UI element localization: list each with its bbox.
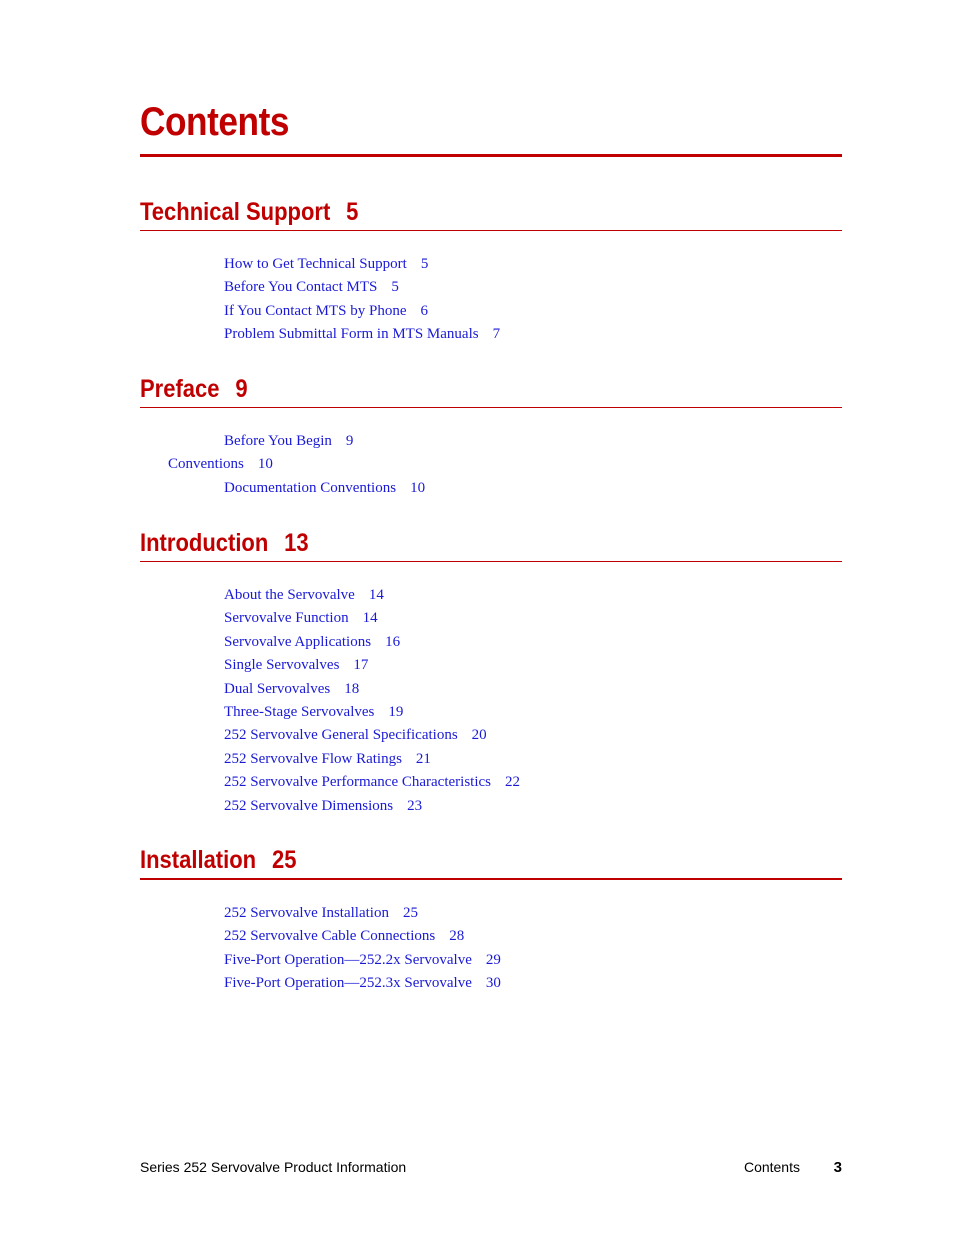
toc-entry[interactable] [140,902,842,925]
toc-entry-label: Problem Submittal Form in MTS Manuals [224,326,479,343]
toc-entry[interactable] [140,300,842,323]
toc-entry-label: Three-Stage Servovalves [224,703,375,720]
section-divider [140,561,842,562]
toc-entry-label: 252 Servovalve Installation [224,905,389,921]
toc-entry-page: 20 [471,727,487,744]
toc-entry-page: 7 [492,326,501,343]
toc-entry-page: 29 [485,951,501,968]
toc-entry[interactable] [140,795,842,818]
toc-entry-page: 5 [391,279,399,296]
footer-page-number: 3 [833,1159,842,1176]
section-page: 13 [284,529,309,557]
toc-entry-label: 252 Servovalve General Specifications [224,727,458,744]
toc-entry-page: 17 [353,657,369,674]
toc-entry-page: 6 [420,302,429,319]
toc-entry-label: About the Servovalve [224,587,355,603]
toc-entry[interactable] [140,748,842,771]
toc-entry[interactable] [140,584,842,607]
section-heading[interactable] [140,196,758,228]
toc-entry-label: If You Contact MTS by Phone [224,302,407,319]
toc-section [140,196,842,347]
toc-entry-label: 252 Servovalve Dimensions [224,797,394,814]
section-divider [140,878,842,880]
toc-entry-page: 23 [407,797,423,814]
section-heading[interactable] [140,373,758,405]
toc-entry-page: 16 [385,633,401,650]
toc-entry[interactable] [140,276,842,299]
section-title: Preface [140,375,220,403]
toc-entry[interactable] [140,654,842,677]
toc-entry-label: Before You Contact MTS [224,279,378,296]
toc-entry-page: 28 [449,928,465,945]
toc-entry-label: Five-Port Operation—252.2x Servovalve [224,951,472,968]
section-divider [140,407,842,408]
footer-section-name: Contents [743,1159,800,1175]
toc-entry[interactable] [140,477,842,500]
toc-entry[interactable] [140,701,842,724]
toc-section [140,527,842,818]
page-footer [140,1159,842,1179]
toc-entry-label: Five-Port Operation—252.3x Servovalve [224,975,472,992]
toc-entry-page: 18 [344,680,360,697]
section-title: Installation [140,846,257,874]
toc-entry-page: 14 [362,610,378,627]
toc-entry[interactable] [140,453,842,476]
toc-entry-label: 252 Servovalve Performance Characteristics [224,774,491,791]
section-page: 9 [235,375,248,403]
toc-entry[interactable] [140,631,842,654]
toc-entry-label: 252 Servovalve Flow Ratings [224,750,402,767]
toc-entry-page: 22 [504,774,520,791]
toc-entry-page: 5 [420,256,429,272]
toc-entry-page: 10 [410,479,426,496]
toc-entries [140,902,842,996]
toc-entry-page: 14 [368,587,384,603]
toc-entry[interactable] [140,607,842,630]
toc-entry-page: 21 [415,750,431,767]
toc-section [140,373,842,500]
section-divider [140,230,842,231]
toc-entry-page: 9 [345,433,354,449]
toc-entries [140,584,842,818]
toc-entry[interactable] [140,678,842,701]
toc-entry-page: 19 [388,703,404,720]
toc-entry[interactable] [140,925,842,948]
toc-section [140,844,842,996]
toc-entry-page: 30 [485,975,501,992]
toc-entry-label: Before You Begin [224,433,332,449]
toc-entry-label: How to Get Technical Support [224,256,407,272]
title-divider [140,154,842,157]
toc-entries [140,430,842,500]
page-title: Contents [140,100,290,144]
toc-entry-label: Servovalve Applications [224,633,372,650]
toc-entry-label: Single Servovalves [224,657,340,674]
toc-entry-label: Conventions [168,456,244,473]
toc-entry-label: Dual Servovalves [224,680,331,697]
toc-entry-label: 252 Servovalve Cable Connections [224,928,436,945]
toc-entry[interactable] [140,323,842,346]
toc-entry-page: 25 [402,905,418,921]
footer-document-title: Series 252 Servovalve Product Information [140,1159,407,1175]
toc-entry[interactable] [140,253,842,276]
toc-entries [140,253,842,347]
section-title: Technical Support [140,198,331,226]
toc-entry[interactable] [140,724,842,747]
section-page: 25 [271,846,297,874]
toc-entry[interactable] [140,949,842,972]
toc-entry[interactable] [140,430,842,453]
section-page: 5 [346,198,359,226]
section-title: Introduction [140,529,269,557]
toc-entry-label: Servovalve Function [224,610,349,627]
toc-entry[interactable] [140,972,842,995]
toc-entry-label: Documentation Conventions [224,479,397,496]
section-heading[interactable] [140,844,758,876]
toc-entry-page: 10 [257,456,273,473]
section-heading[interactable] [140,527,758,559]
toc-entry[interactable] [140,771,842,794]
